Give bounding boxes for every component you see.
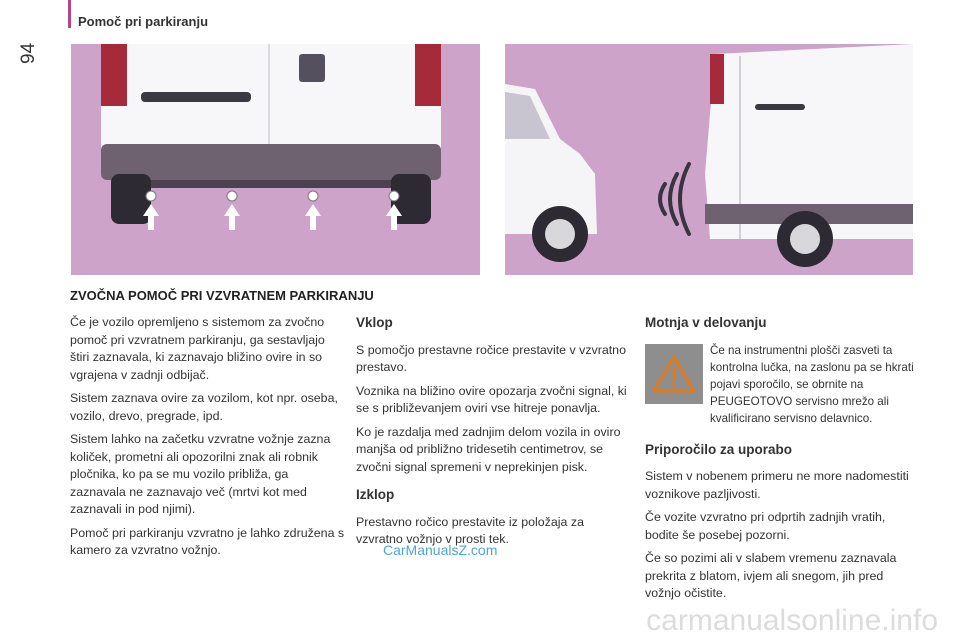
vklop-paragraph: S pomočjo prestavne ročice prestavite v vzvratno prestavo. <box>356 342 626 374</box>
intro-paragraph: Sistem lahko na začetku vzvratne vožnje zazna količek, prometni ali opozorilni znak ali robnik pločnika, ko pa se mu vozilo približa, ga zaznavala ne zaznavajo več (mrtvi kot med zaznavali in pod njimi). <box>70 432 331 516</box>
warning-text: Če na instrumentni plošči zasveti ta kontrolna lučka, na zaslonu pa se hkrati pojavi sporočilo, se obrnite na PEUGEOTOVO servisno mrežo ali kvalificirano servisno delavnico. <box>710 343 914 425</box>
motnja-title: Motnja v delovanju <box>645 315 767 330</box>
footer-site: carmanualsonline.info <box>646 604 938 637</box>
priporocilo-paragraph: Če vozite vzvratno pri odprtih zadnjih vratih, bodite še posebej pozorni. <box>645 510 886 542</box>
rear-van-drawing <box>71 44 480 275</box>
intro-paragraph: Pomoč pri parkiranju vzvratno je lahko združena s kamero za vzvratno vožnjo. <box>70 525 345 557</box>
intro-paragraph: Če je vozilo opremljeno s sistemom za zvočno pomoč pri vzvratnem parkiranju, ga sestavljajo štiri zaznavala, ki zaznavajo bližino ovire in so vgrajena v zadnji odbijač. <box>70 315 325 382</box>
priporocilo-paragraph: Sistem v nobenem primeru ne more nadomestiti voznikove pazljivosti. <box>645 469 909 501</box>
vklop-title: Vklop <box>356 315 393 330</box>
vans-drawing <box>505 44 913 275</box>
activation-column <box>356 314 631 555</box>
page-number <box>18 43 40 64</box>
izklop-title: Izklop <box>356 487 395 502</box>
section-title: Pomoč pri parkiranju <box>78 14 209 29</box>
vans-sound-illustration <box>505 44 913 275</box>
malfunction-column <box>645 314 920 609</box>
priporocilo-paragraph: Če so pozimi ali v slabem vremenu zaznavala prekrita z blatom, ivjem ali snegom, jih pred vožnjo očistite. <box>645 551 897 600</box>
rear-van-illustration <box>71 44 480 275</box>
warning-block <box>645 342 920 427</box>
vklop-paragraph: Voznika na bližino ovire opozarja zvočni signal, ki se s približevanjem oviri vse hitreje ponavlja. <box>356 383 627 415</box>
section-accent-bar <box>68 0 71 28</box>
intro-column <box>70 314 345 566</box>
izklop-paragraph: Prestavno ročico prestavite iz položaja za vzvratno vožnjo v prosti tek. <box>356 514 584 546</box>
warning-triangle-icon <box>645 344 703 404</box>
main-heading: ZVOČNA POMOČ PRI VZVRATNEM PARKIRANJU <box>70 288 374 303</box>
vklop-paragraph: Ko je razdalja med zadnjim delom vozila in oviro manjša od približno tridesetih centimetrov, se zvočni signal spremeni v neprekinjen pisk. <box>356 424 621 474</box>
watermark: CarManualsZ.com <box>383 542 498 558</box>
page-number-text: 94 <box>18 42 39 64</box>
intro-paragraph: Sistem zaznava ovire za vozilom, kot npr. oseba, vozilo, drevo, pregrade, ipd. <box>70 391 338 423</box>
priporocilo-title: Priporočilo za uporabo <box>645 441 793 457</box>
